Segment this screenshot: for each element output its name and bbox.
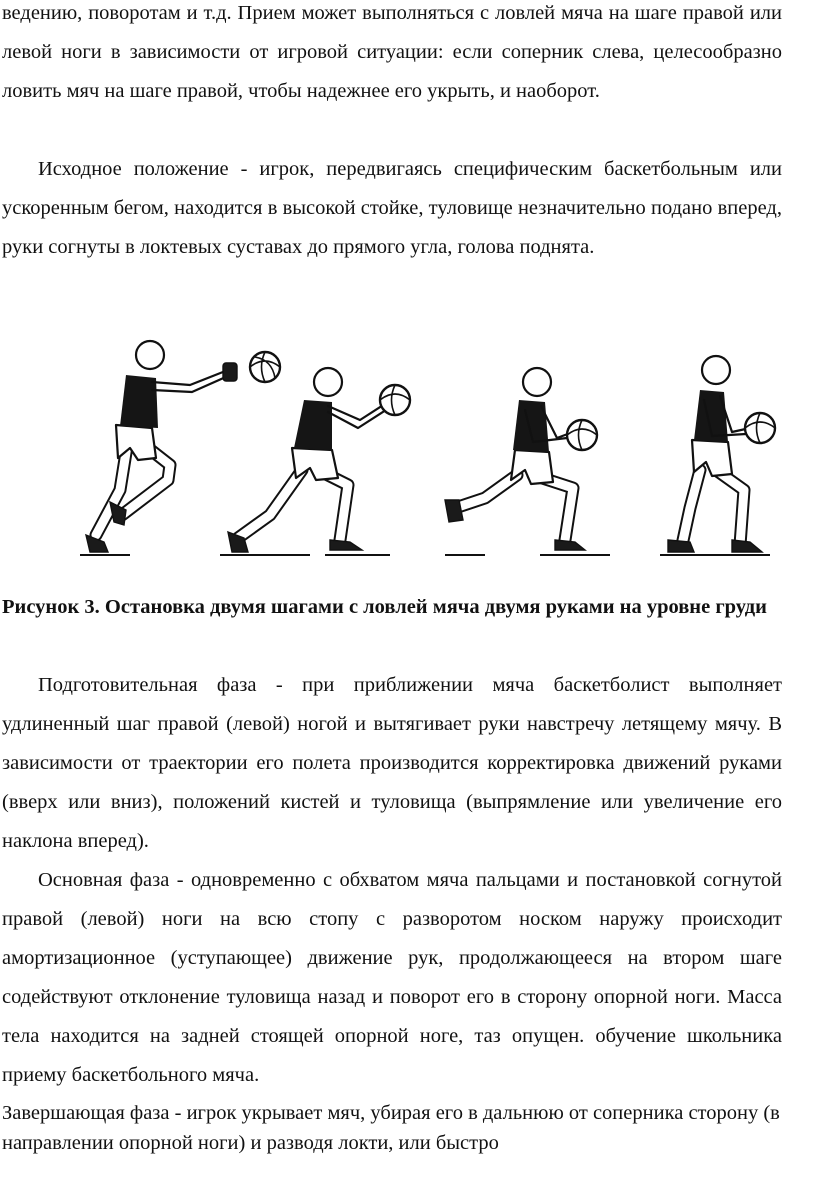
player-catching-icon (220, 368, 410, 555)
player-stopped-icon (660, 356, 775, 555)
paragraph-final-phase: Завершающая фаза - игрок укрывает мяч, убирая его в дальнюю от соперника сторону (в направлении опорной ноги) и разводя локти, или быстро (2, 1102, 780, 1154)
paragraph-preparatory-phase: Подготовительная фаза - при приближении мяча баскетболист выполняет удлиненный шаг правой (левой) ногой и вытягивает руки навстречу летящему мячу. В зависимости от траектории его полета производится корректировка движений руками (вверх или вниз), положений кистей и туловища (выпрямление или увеличение его наклона вперед). (2, 674, 782, 852)
paragraph-start-position: Исходное положение - игрок, передвигаясь специфическим баскетбольным или ускоренным бегом, находится в высокой стойке, туловище незначительно подано вперед, руки согнуты в локтевых суставах до прямого угла, голова поднята. (2, 158, 782, 258)
paragraph-intro: ведению, поворотам и т.д. Прием может выполняться с ловлей мяча на шаге правой или левой ноги в зависимости от игровой ситуации: если соперник слева, целесообразно ловить мяч на шаге правой, чтобы надежнее его укрыть, и наоборот. (2, 2, 782, 102)
paragraph-main-phase: Основная фаза - одновременно с обхватом мяча пальцами и постановкой согнутой правой (левой) ноги на всю стопу с разворотом носком наружу происходит амортизационное (уступающее) движение рук, продолжающееся на втором шаге содействуют отклонение туловища назад и поворот его в сторону опорной ноги. Масса тела находится на задней стоящей опорной ноге, таз опущен. обучение школьника приему баскетбольного мяча. (2, 869, 782, 1086)
figure-caption: Рисунок 3. Остановка двумя шагами с ловлей мяча двумя руками на уровне груди (2, 596, 767, 618)
figure-two-step-stop-illustration (60, 330, 780, 565)
player-stepping-icon (445, 368, 610, 555)
